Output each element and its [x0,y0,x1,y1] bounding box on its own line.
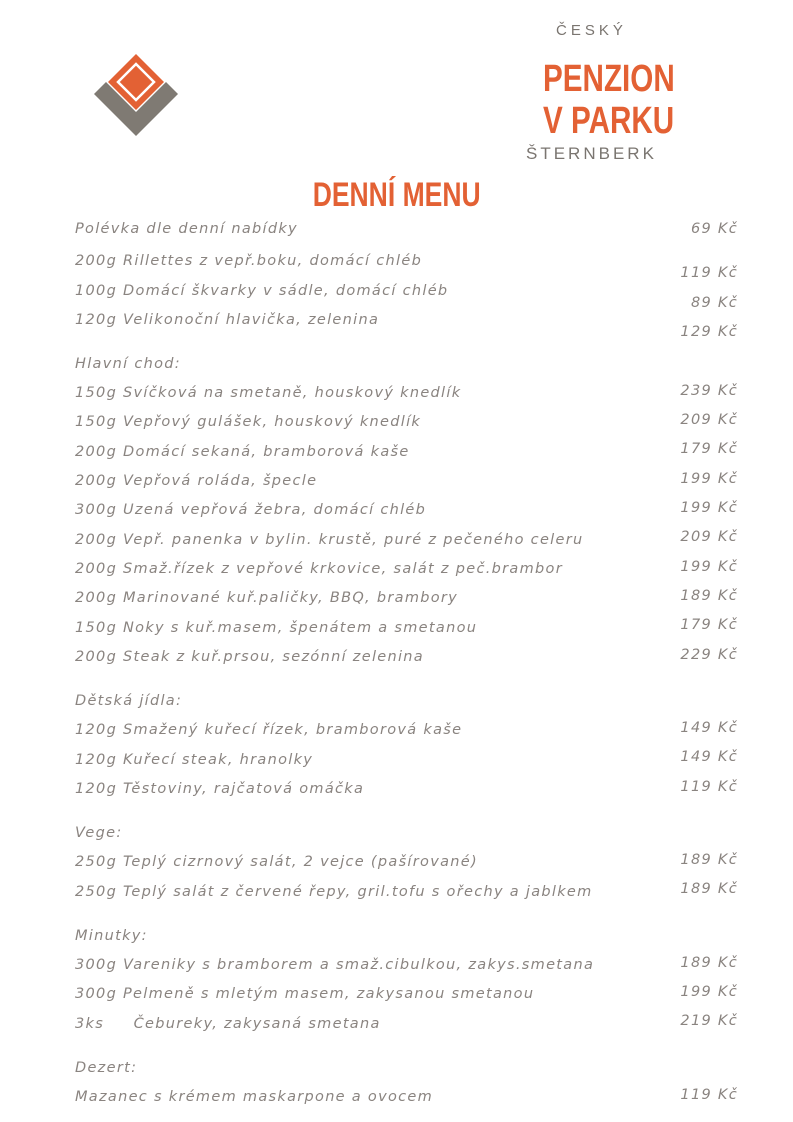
menu-item: 3ks Čebureky, zakysaná smetana [75,1016,381,1032]
menu-price: 189 Kč [680,955,738,971]
menu-price: 239 Kč [680,383,738,399]
menu-price: 199 Kč [680,471,738,487]
menu-item: 120g Smažený kuřecí řízek, bramborová kaše [75,722,463,738]
menu-item: 200g Rillettes z vepř.boku, domácí chléb [75,253,423,269]
menu-price: 219 Kč [680,1013,738,1029]
menu-price: 209 Kč [680,529,738,545]
section-heading: Dezert: [75,1060,138,1076]
menu-item: 200g Vepř. panenka v bylin. krustě, puré z pečeného celeru [75,532,584,548]
menu-item: Polévka dle denní nabídky [75,221,298,237]
menu-item: Mazanec s krémem maskarpone a ovocem [75,1089,434,1105]
menu-item: 150g Noky s kuř.masem, špenátem a smetanou [75,620,478,636]
brand-location: ŠTERNBERK [526,144,657,163]
menu-price: 189 Kč [680,588,738,604]
menu-price: 129 Kč [680,324,738,340]
menu-price: 179 Kč [680,617,738,633]
brand-name [543,58,675,142]
brand-name-line2: V PARKU [543,100,675,142]
menu-price: 149 Kč [680,749,738,765]
menu-price: 119 Kč [680,779,738,795]
brand-name-line1: PENZION [543,58,675,100]
menu-item: 200g Marinované kuř.paličky, BBQ, brambory [75,590,459,606]
menu-item: 200g Smaž.řízek z vepřové krkovice, salát z peč.brambor [75,561,563,577]
menu-price: 229 Kč [680,647,738,663]
menu-price: 199 Kč [680,984,738,1000]
menu-price: 199 Kč [680,500,738,516]
section-heading: Vege: [75,825,123,841]
menu-item: 120g Velikonoční hlavička, zelenina [75,312,380,328]
section-heading: Dětská jídla: [75,693,183,709]
logo-icon [92,52,180,140]
menu-item: 250g Teplý salát z červené řepy, gril.tofu s ořechy a jablkem [75,884,593,900]
menu-price: 189 Kč [680,852,738,868]
menu-price: 149 Kč [680,720,738,736]
menu-item: 100g Domácí škvarky v sádle, domácí chléb [75,283,449,299]
menu-item: 200g Vepřová roláda, špecle [75,473,318,489]
brand-tagline-top: ČESKÝ [556,22,627,39]
section-heading: Hlavní chod: [75,356,181,372]
section-heading: Minutky: [75,928,148,944]
menu-item: 120g Kuřecí steak, hranolky [75,752,314,768]
menu-price: 119 Kč [680,265,738,281]
menu-price: 69 Kč [690,221,738,237]
menu-price: 89 Kč [690,295,738,311]
menu-price: 189 Kč [680,881,738,897]
menu-item: 200g Domácí sekaná, bramborová kaše [75,444,410,460]
menu-item: 300g Uzená vepřová žebra, domácí chléb [75,502,427,518]
menu-title: DENNÍ MENU [312,176,481,214]
menu-price: 179 Kč [680,441,738,457]
menu-price: 119 Kč [680,1087,738,1103]
menu-item: 150g Svíčková na smetaně, houskový knedlík [75,385,462,401]
menu-price: 199 Kč [680,559,738,575]
menu-item: 150g Vepřový guláš​ek, houskový knedlík [75,414,422,430]
menu-item: 300g Pelmeně s mletým masem, zakysanou smetanou [75,986,535,1002]
menu-item: 120g Těstoviny, rajčatová omáčka [75,781,365,797]
menu-item: 200g Steak z kuř.prsou, sezónní zelenina [75,649,424,665]
menu-price: 209 Kč [680,412,738,428]
menu-item: 250g Teplý cizrnový salát, 2 vejce (pašírované) [75,854,478,870]
menu-item: 300g Vareniky s bramborem a smaž.cibulkou, zakys.smetana [75,957,595,973]
